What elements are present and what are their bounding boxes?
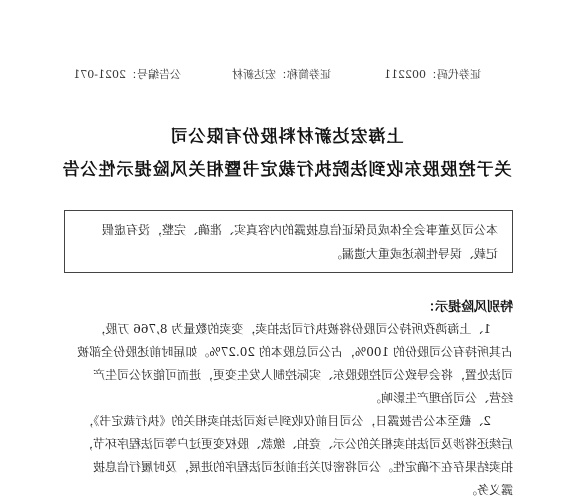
company-title: 上海宏达新材料股份有限公司: [169, 127, 404, 147]
body-line-8: 露义务。: [464, 483, 513, 497]
body-line-3: 司法处置，将会导致公司控股股东、实际控制人发生变更，进而可能对公司生产: [92, 368, 513, 382]
body-line-1: 1、上海鸿孜所持公司股份将被执行司法拍卖，变卖的数量为 8,766 万股，: [93, 322, 491, 336]
body-line-6: 后续还将涉及司法拍卖相关的公示、竞拍、缴款、股权变更过户等司法程序环节，: [80, 437, 513, 451]
stock-short-name: 证券简称：宏达新材: [232, 68, 331, 81]
announcement-header: [50, 66, 481, 82]
special-risk-heading: 特别风险提示：: [421, 300, 513, 315]
announcement-title: 关于控股股东收到法院执行裁定书暨相关风险提示性公告: [61, 160, 512, 180]
body-line-4: 经营、公司治理产生影响。: [368, 391, 513, 405]
board-guarantee-notice: [64, 210, 513, 273]
body-line-7: 拍卖结果存在不确定性。公司将密切关注前述司法程序的进展，及时履行信息披: [92, 460, 513, 474]
announcement-number: 公告编号：2021-071: [73, 68, 181, 81]
stock-code: 证券代码：002211: [384, 68, 481, 81]
notice-line-2: 记载、误导性陈述或重大遗漏。: [329, 247, 498, 261]
body-line-2: 占其所持有公司股份的 100%，占公司总股本的 20.27%。如届时前述股份全部被: [77, 345, 513, 359]
notice-line-1: 本公司及董事会全体成员保证信息披露的内容真实、准确、完整，没有虚假: [101, 223, 498, 237]
body-line-5: 2、截至本公告披露日，公司目前仅收到与该司法拍卖相关的《执行裁定书》，: [81, 414, 491, 428]
